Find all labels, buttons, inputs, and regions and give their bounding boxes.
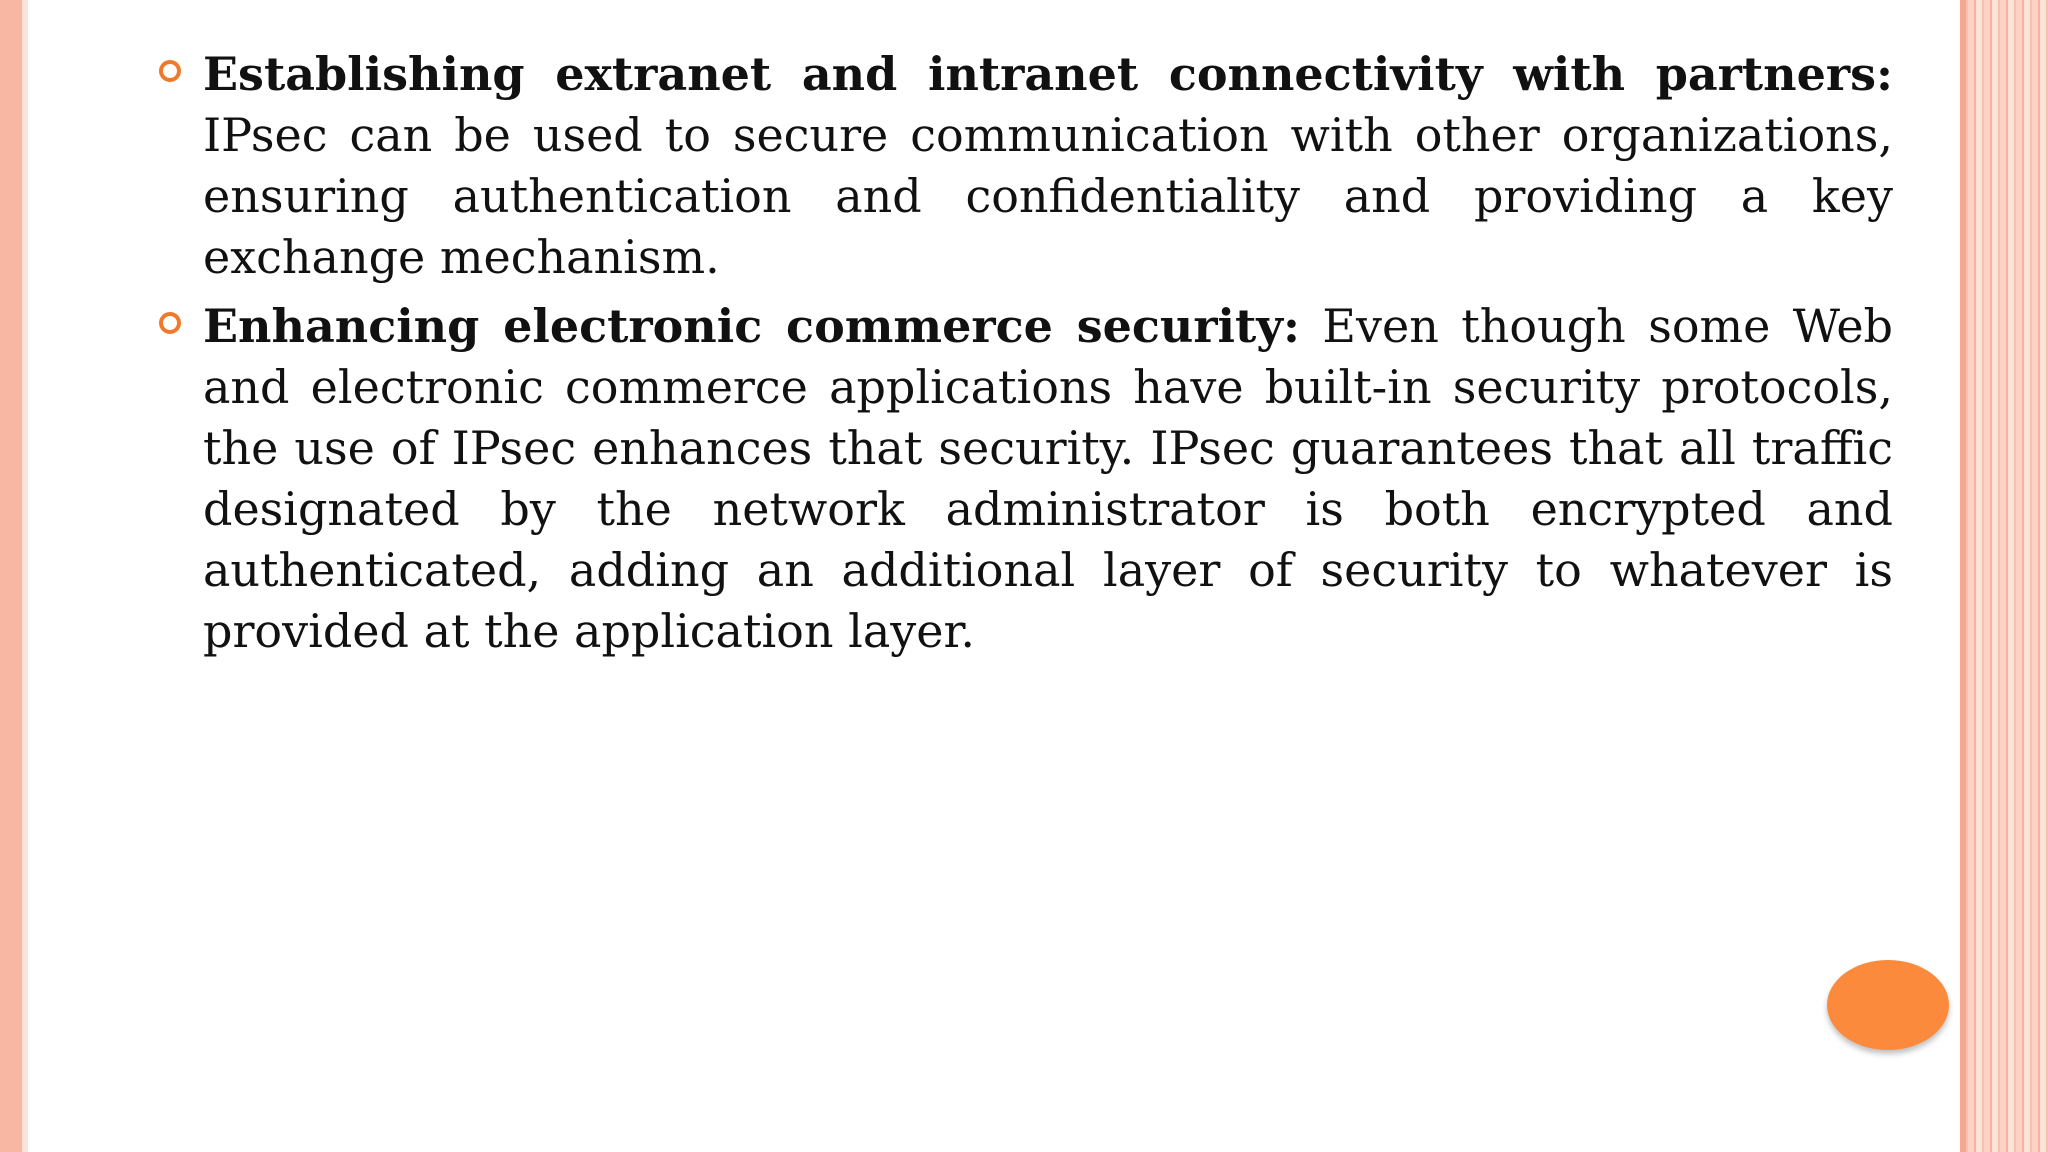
ring-bullet-icon	[157, 310, 183, 336]
bullet-body: IPsec can be used to secure communication with other organizations, ensuring authentication and confidentiality and providing a key exchange mechanism.	[203, 108, 1893, 284]
bullet-item	[155, 44, 1893, 288]
bullet-paragraph	[203, 296, 1893, 662]
ring-bullet-icon	[157, 58, 183, 84]
bullet-item	[155, 296, 1893, 662]
right-stripe-decoration	[1960, 0, 2048, 1152]
slide-content	[155, 44, 1893, 670]
bullet-paragraph	[203, 44, 1893, 288]
bullet-body: Even though some Web and electronic commerce applications have built-in security protocols, the use of IPsec enhances that security. IPsec guarantees that all traffic designated by the network administrator is both encrypted and authenticated, adding an additional layer of security to whatever is provided at the application layer.	[203, 299, 1893, 658]
bullet-heading: Establishing extranet and intranet connectivity with partners:	[203, 47, 1893, 101]
orange-circle-decoration	[1827, 960, 1949, 1050]
left-border-decoration	[0, 0, 22, 1152]
bullet-heading: Enhancing electronic commerce security:	[203, 299, 1300, 353]
